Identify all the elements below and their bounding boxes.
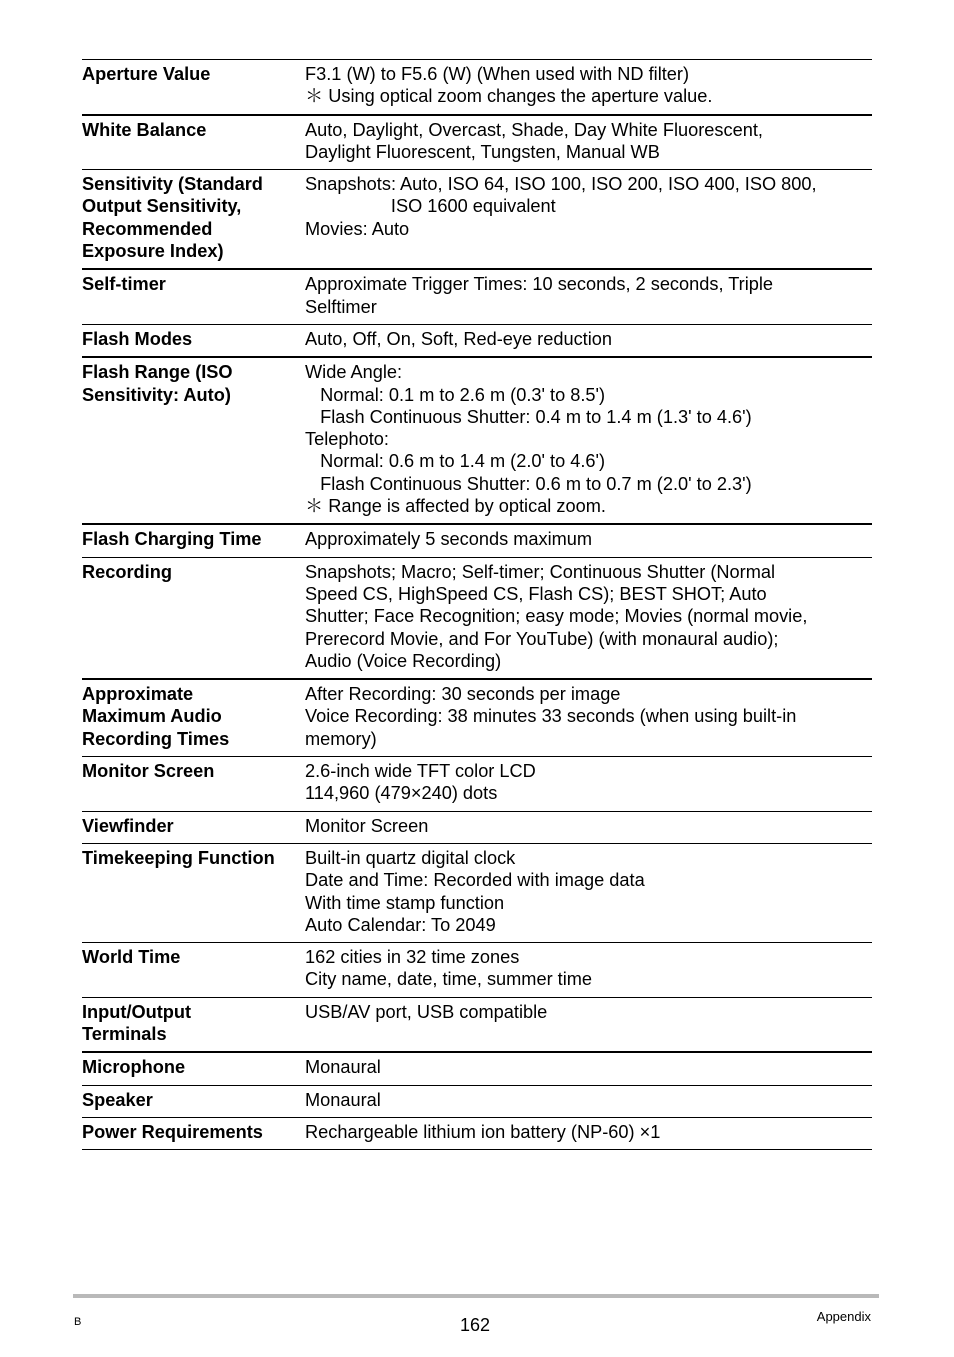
spec-table	[82, 59, 872, 1150]
spec-row	[82, 358, 872, 525]
spec-value-line: Date and Time: Recorded with image data	[305, 870, 645, 891]
spec-value-line: City name, date, time, summer time	[305, 969, 593, 990]
spec-value-line: Approximate Trigger Times: 10 seconds, 2 seconds, Triple	[305, 274, 774, 295]
spec-row	[82, 116, 872, 171]
footer-left-mark: B	[74, 1316, 82, 1328]
spec-value-line: Auto Calendar: To 2049	[305, 914, 496, 935]
spec-value-line: Monaural	[305, 1057, 381, 1078]
spec-value-line: Auto, Daylight, Overcast, Shade, Day White Fluorescent,	[305, 119, 763, 140]
spec-label: Input/Output Terminals	[82, 1001, 192, 1044]
spec-value-line: Snapshots; Macro; Self-timer; Continuous Shutter (Normal	[305, 561, 776, 582]
spec-value-line: Flash Continuous Shutter: 0.4 m to 1.4 m (1.3' to 4.6')	[305, 406, 752, 427]
spec-row	[82, 844, 872, 943]
spec-value	[305, 273, 872, 318]
spec-label: Approximate Maximum Audio Recording Times	[82, 684, 230, 749]
spec-row	[82, 1053, 872, 1085]
spec-value-line: With time stamp function	[305, 892, 505, 913]
spec-value	[305, 847, 872, 936]
spec-value-line: Normal: 0.1 m to 2.6 m (0.3' to 8.5')	[305, 384, 606, 405]
spec-row	[82, 270, 872, 325]
spec-label: Self-timer	[82, 274, 166, 295]
spec-value-line: Monaural	[305, 1089, 381, 1110]
spec-value-line: Prerecord Movie, and For YouTube) (with monaural audio);	[305, 628, 779, 649]
spec-value	[305, 1121, 872, 1143]
spec-value-line: 162 cities in 32 time zones	[305, 947, 520, 968]
spec-label: White Balance	[82, 119, 207, 140]
spec-row	[82, 943, 872, 998]
spec-value-line: Daylight Fluorescent, Tungsten, Manual WB	[305, 141, 660, 162]
spec-label: Monitor Screen	[82, 761, 215, 782]
spec-value-line: F3.1 (W) to F5.6 (W) (When used with ND filter)	[305, 64, 690, 84]
spec-value-line: Selftimer	[305, 296, 377, 317]
spec-value	[305, 1056, 872, 1078]
spec-value	[305, 63, 872, 108]
spec-value-line: Telephoto:	[305, 429, 389, 450]
spec-value-line: Built-in quartz digital clock	[305, 847, 516, 868]
spec-row	[82, 170, 872, 270]
spec-value	[305, 328, 872, 350]
spec-label: Flash Charging Time	[82, 529, 262, 550]
spec-label: Aperture Value	[82, 64, 211, 84]
spec-label: Speaker	[82, 1089, 153, 1110]
spec-value-line: Shutter; Face Recognition; easy mode; Movies (normal movie,	[305, 606, 808, 627]
spec-label: Viewfinder	[82, 815, 174, 836]
spec-value-line: Movies: Auto	[305, 218, 410, 239]
spec-value	[305, 1001, 872, 1046]
spec-row	[82, 325, 872, 358]
spec-value	[305, 561, 872, 672]
spec-row	[82, 812, 872, 844]
spec-value-line: Audio (Voice Recording)	[305, 650, 502, 671]
spec-value-line: USB/AV port, USB compatible	[305, 1001, 548, 1022]
spec-value-line: Normal: 0.6 m to 1.4 m (2.0' to 4.6')	[305, 451, 606, 472]
spec-value	[305, 760, 872, 805]
spec-value-line: Voice Recording: 38 minutes 33 seconds (when using built-in	[305, 706, 797, 727]
spec-value-line: Speed CS, HighSpeed CS, Flash CS); BEST SHOT; Auto	[305, 583, 767, 604]
spec-value-line: memory)	[305, 728, 377, 749]
spec-row	[82, 998, 872, 1054]
spec-value-line: 2.6-inch wide TFT color LCD	[305, 761, 536, 782]
spec-label: Timekeeping Function	[82, 847, 275, 868]
spec-label: Flash Range (ISO Sensitivity: Auto)	[82, 362, 233, 405]
spec-row	[82, 1118, 872, 1150]
spec-row	[82, 525, 872, 557]
spec-value	[305, 815, 872, 837]
page-number: 162	[460, 1315, 491, 1335]
spec-value	[305, 119, 872, 164]
spec-value-line: ISO 1600 equivalent	[305, 196, 556, 217]
spec-value	[305, 528, 872, 550]
spec-value-line: ＊ Using optical zoom changes the aperture value.	[305, 86, 713, 107]
spec-label: Power Requirements	[82, 1121, 263, 1142]
spec-row	[82, 1086, 872, 1118]
spec-label: Recording	[82, 561, 172, 582]
spec-value-line: 114,960 (479×240) dots	[305, 783, 498, 804]
spec-value-line: Approximately 5 seconds maximum	[305, 529, 593, 550]
section-name: Appendix	[816, 1309, 871, 1324]
spec-value-line: Auto, Off, On, Soft, Red-eye reduction	[305, 328, 612, 349]
spec-value-line: Flash Continuous Shutter: 0.6 m to 0.7 m (2.0' to 2.3')	[305, 473, 752, 494]
spec-label: World Time	[82, 947, 181, 968]
spec-value	[305, 1089, 872, 1111]
footer-divider	[73, 1294, 879, 1298]
spec-row	[82, 680, 872, 757]
spec-label: Microphone	[82, 1057, 186, 1078]
spec-row	[82, 60, 872, 116]
spec-label: Sensitivity (Standard Output Sensitivity, Recommended Exposure Index)	[82, 174, 263, 262]
spec-value-line: After Recording: 30 seconds per image	[305, 684, 621, 705]
spec-value-line: Wide Angle:	[305, 362, 403, 383]
spec-value-line: Snapshots: Auto, ISO 64, ISO 100, ISO 200, ISO 400, ISO 800,	[305, 174, 817, 195]
spec-value-line: ＊ Range is affected by optical zoom.	[305, 496, 606, 517]
spec-value	[305, 361, 872, 517]
spec-value	[305, 946, 872, 991]
spec-label: Flash Modes	[82, 328, 193, 349]
spec-row	[82, 757, 872, 812]
spec-value-line: Monitor Screen	[305, 815, 429, 836]
spec-row	[82, 558, 872, 680]
spec-value	[305, 173, 872, 262]
spec-value-line: Rechargeable lithium ion battery (NP-60) ×1	[305, 1121, 661, 1142]
spec-value	[305, 683, 872, 750]
